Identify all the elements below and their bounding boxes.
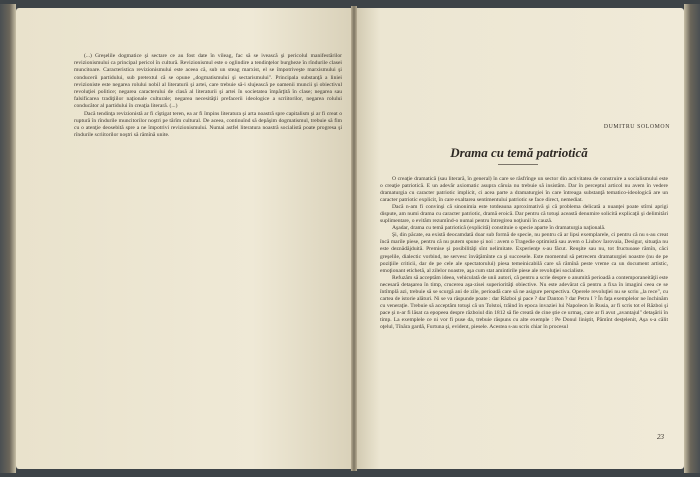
article-paragraph: Dacă n-am fi convinşi că sinonimia este totdeauna aproximativă şi că problema delicată a nuanţei poate stîrni aprigi dispute, am numi drama cu caracter patriotic, dramă eroică. Dar pentru că totuşi această denumire solicită explicaţii şi delimitări suplimentare, o evităm rezumînd-o numai pentru întregirea noţiunii în cauză.: [380, 204, 668, 225]
article-body: [380, 176, 668, 331]
article-title: Drama cu temă patriotică: [450, 145, 588, 160]
article-paragraph: O creaţie dramatică (sau literară, în general) în care se răsfrînge un sector din activitatea de construire a socialismului este o creaţie patriotică. E un adevăr axiomatic asupra căruia nu trebuie să insistăm. Dar în perceptul articol nu avem în vedere dramaturgia cu caracter patriotic implicit, ci acea parte a dramaturgiei în care întreaga substanţă tematico-ideologică are un caracter patriotic explicit, în care exaltarea sentimentului patriotic se face direct, nemediat.: [380, 176, 668, 204]
right-page: [354, 8, 684, 469]
book-cover-left-edge: [0, 4, 16, 473]
left-page: [16, 8, 354, 469]
page-number: 23: [657, 433, 664, 441]
book-gutter: [351, 6, 357, 471]
article-paragraph: Aşadar, drama cu temă patriotică (explicită) constituie o specie aparte în dramaturgia naţională.: [392, 225, 606, 232]
left-page-text-column: [74, 53, 342, 139]
article-paragraph: Şi, din păcate, ea există deocamdată doar sub formă de specie, nu pentru că ar lipsi exemplarele, ci pentru că nu s-au creat încă marile piese, pentru că nu putem spune şi noi : avem o Tragedie optimistă sau avem o Liubov Iarovaia, Desigur, situaţia nu este deznădăjduită. Premise şi posibilităţi sînt nelimitate. Experienţe s-au făcut. Reuşite sau nu, tot fructuoase rămîn, căci greşelile, dialectic vorbind, ne servesc învăţămînte ca şi succesele. Este momentul să petrecem dramaturgiei noastre (nu de pe poziţiile criticii, dar de pe cele ale spectatorului) piesa temeinicabilă care să rămînă peste vreme ca un document artistic, emoţionant etichetă, al zilelor noastre, aşa cum stat amintirile piese ale revoluţiei socialiste.: [380, 232, 668, 274]
left-paragraph: (...) Greşelile dogmatice şi sectare ce au fost date în vileag, fac să se ivească şi pericolul manifestărilor revizionismului ca principal pericol în cultură. Revizionismul este o oglindire a tendinţelor burgheze în rîndurile clasei muncitoare. Caracteristica revizionismului este aceea că, sub un steag marxist, el se împotriveşte marxismului şi conducerii partidului, sub pretextul că se opune „dogmatismului şi sectarismului". Principala substanţă a liniei revizioniste este negarea rolului nobil al literaturii şi artei, care trebuie să-i slujească pe oamenii muncii şi obiectivul revoluţiei politice; negarea caracterului de clasă al literaturii şi artei în societatea împărţită în clase; negarea sau falsificarea tradiţiilor naţionale culturale; negarea necesităţii prefacerii ideologice a scriitorilor, negarea rolului conducător al partidului în creaţia literară. (...): [74, 53, 342, 110]
article-paragraph: Refuzăm să acceptăm ideea, vehiculată de unii autori, că pentru a scrie despre o anumită perioadă a contemporaneităţii este necesară detaşarea în timp, crucerea aşa-zisei superiorităţi obiective. Nu este adevărat că pentru a fixa în imagini ceea ce se întîmplă azi, trebuie să se scurgă ani de zile, perioadă care să ne asigure perspectiva. Operele revoluţiei nu se scriu „la rece", cu cartea de istorie alături. Ni se va răspunde poate : dar Război şi pace ? dar Danton ? dar Petru I ? În faţa exemplelor ne închinăm cu veneraţie. Trebuie să acceptăm totuşi că un Tolstoi, trăind în epoca invaziei lui Napoleon în Rusia, ar fi scris tot el Război şi pace şi n-ar fi lăsat ca epopeea despre războiul din 1812 să fie creată de cine ştie ce urmaş, care ar fi avut „avantajul" detaşării în timp. La exemplele ce ni vor fi puse da, trebuie răspuns cu alte exemple : Pe Donul liniştit, Pămînt desţelenit, Aşa s-a călit oţelul, Tînăra gardă, Furtuna şi, evident, piesele. Acestea s-au scris chiar în procesul: [380, 274, 668, 330]
book-cover-right-edge: [684, 4, 700, 473]
left-paragraph: Dacă tendinţa revizionistă ar fi cîştigat teren, ea ar fi împins literatura şi arta noastră spre capitalism şi ar fi creat o ruptură în rîndurile muncitorilor noştri pe tărîm cultural. De aceea, continuînd să depăşim dogmatismul, trebuie să fim cu o atenţie deosebită spre a ne împotrivi revizionismului. Numai astfel literatura noastră socialistă poate progresa şi rîndurile scriitorilor noştri să rămînă unite.: [74, 110, 342, 139]
article-author: DUMITRU SOLOMON: [603, 124, 670, 130]
title-divider: [498, 164, 538, 165]
